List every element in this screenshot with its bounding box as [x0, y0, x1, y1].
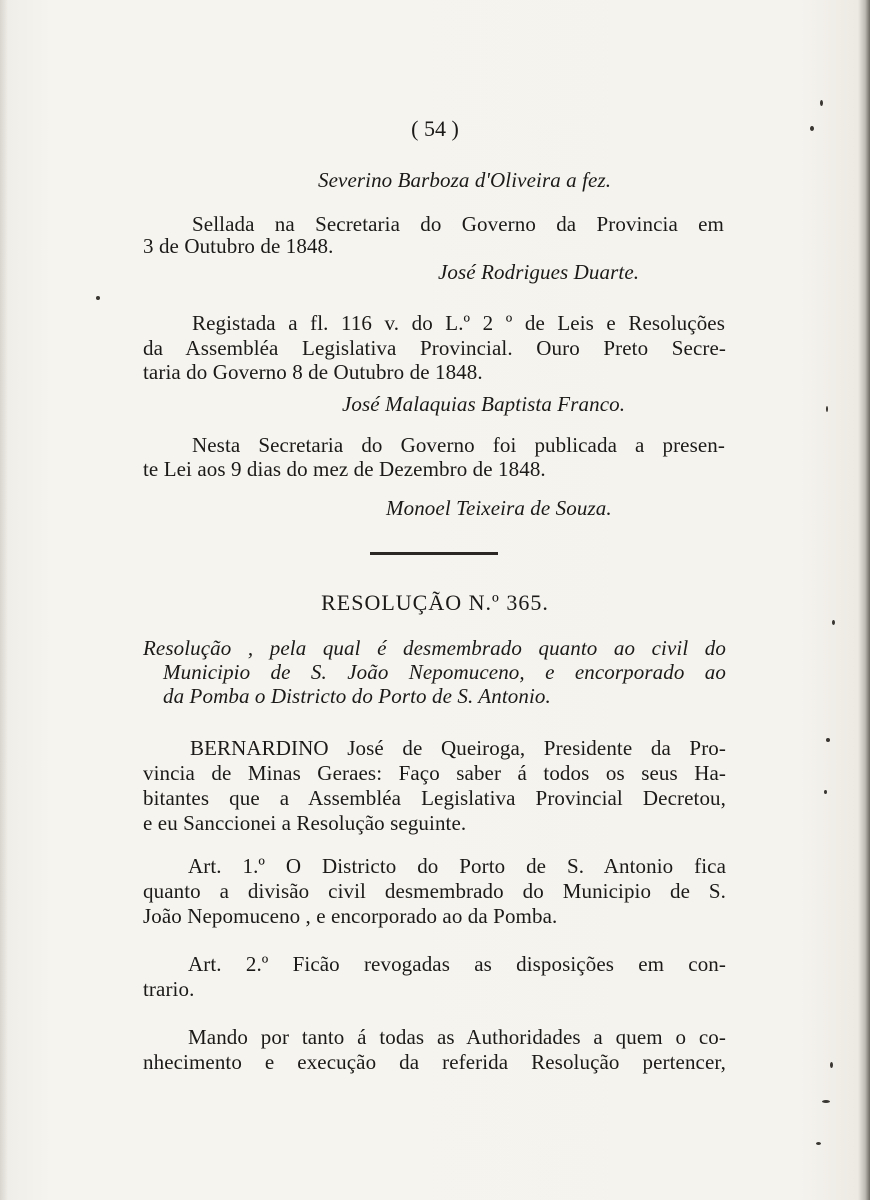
body-para-1-line-1: BERNARDINO José de Queiroga, Presidente da Pro-: [190, 736, 726, 760]
paragraph-registada-line-2: da Assembléa Legislativa Provincial. Ouro Preto Secre-: [143, 336, 726, 360]
signature-monoel-teixeira: Monoel Teixeira de Souza.: [386, 496, 612, 520]
signature-severino: Severino Barboza d'Oliveira a fez.: [318, 168, 612, 192]
signature-jose-malaquias: José Malaquias Baptista Franco.: [342, 392, 626, 416]
scan-speck: [826, 406, 828, 412]
section-divider: [370, 552, 498, 555]
scan-speck: [830, 1062, 833, 1068]
scan-speck: [816, 1142, 821, 1145]
article-1-line-3: João Nepomuceno , e encorporado ao da Pomba.: [143, 904, 558, 928]
scan-speck: [810, 126, 814, 131]
scan-speck: [820, 100, 823, 106]
closing-para-line-1: Mando por tanto á todas as Authoridades a quem o co-: [188, 1025, 726, 1049]
paragraph-nesta-line-2: te Lei aos 9 dias do mez de Dezembro de 1848.: [143, 457, 546, 481]
paragraph-registada-line-1: Registada a fl. 116 v. do L.º 2 º de Leis e Resoluções: [192, 311, 725, 335]
resolution-heading: RESOLUÇÃO N.º 365.: [321, 590, 549, 615]
page-number: ( 54 ): [411, 116, 459, 141]
scan-speck: [822, 1100, 830, 1103]
paragraph-nesta-line-1: Nesta Secretaria do Governo foi publicada a presen-: [192, 433, 725, 457]
summary-line-2: Municipio de S. João Nepomuceno, e encorporado ao: [163, 660, 726, 684]
closing-para-line-2: nhecimento e execução da referida Resolução pertencer,: [143, 1050, 726, 1074]
paragraph-sellada-line-1: Sellada na Secretaria do Governo da Provincia em: [192, 212, 724, 236]
signature-jose-rodrigues: José Rodrigues Duarte.: [438, 260, 640, 284]
paragraph-sellada-line-2: 3 de Outubro de 1848.: [143, 234, 334, 258]
body-para-1-line-3: bitantes que a Assembléa Legislativa Provincial Decretou,: [143, 786, 726, 810]
article-1-line-1: Art. 1.º O Districto do Porto de S. Antonio fica: [188, 854, 726, 878]
article-2-line-2: trario.: [143, 977, 195, 1001]
summary-line-1: Resolução , pela qual é desmembrado quanto ao civil do: [143, 636, 726, 660]
paragraph-registada-line-3: taria do Governo 8 de Outubro de 1848.: [143, 360, 483, 384]
article-1-line-2: quanto a divisão civil desmembrado do Municipio de S.: [143, 879, 726, 903]
body-para-1-line-4: e eu Sanccionei a Resolução seguinte.: [143, 811, 467, 835]
body-para-1-line-2: vincia de Minas Geraes: Faço saber á todos os seus Ha-: [143, 761, 726, 785]
scan-speck: [824, 790, 827, 794]
scan-speck: [832, 620, 835, 625]
summary-line-3: da Pomba o Districto do Porto de S. Antonio.: [163, 684, 551, 708]
scan-speck: [826, 738, 830, 742]
scan-speck: [96, 296, 100, 300]
article-2-line-1: Art. 2.º Ficão revogadas as disposições em con-: [188, 952, 726, 976]
